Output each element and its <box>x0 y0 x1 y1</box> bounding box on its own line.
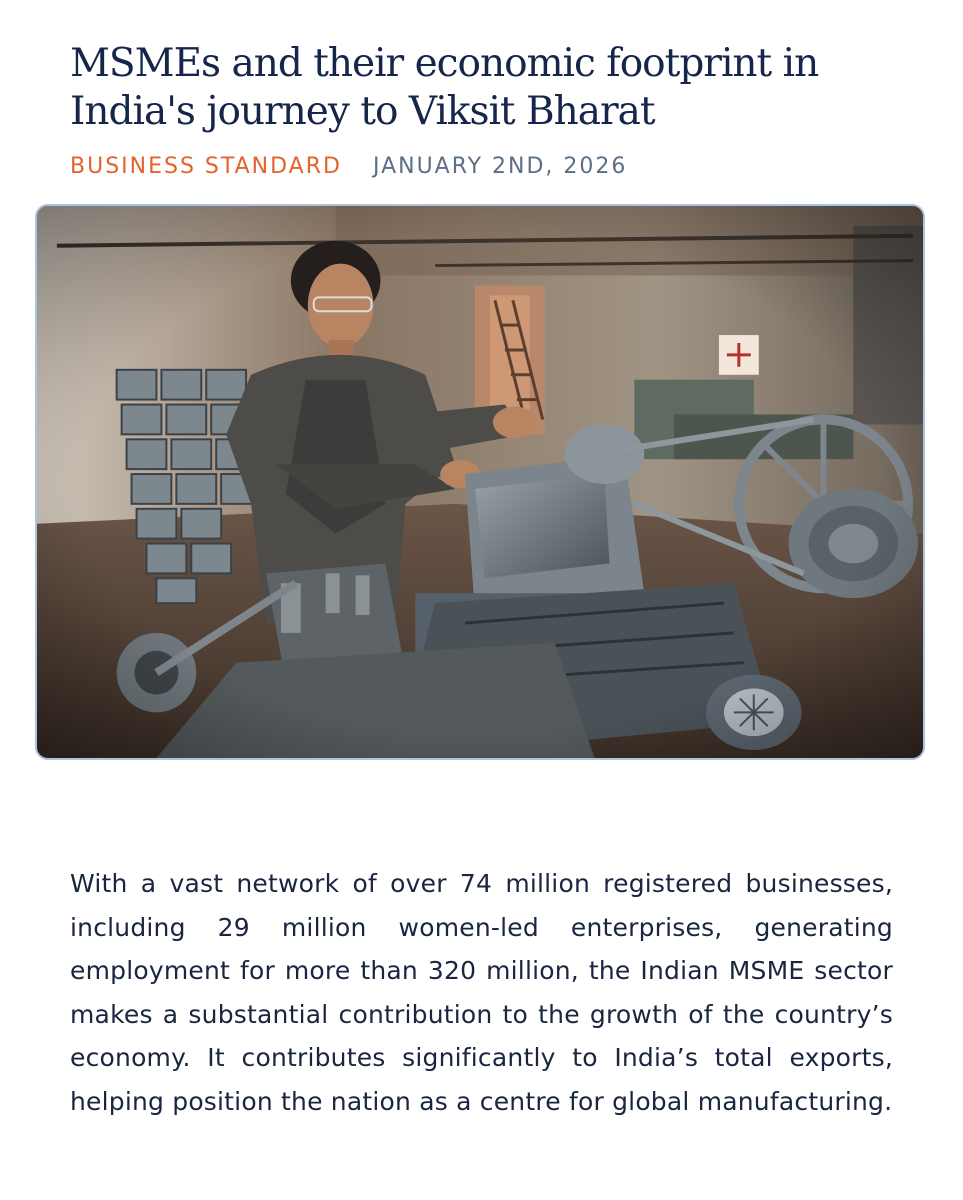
article-photo <box>35 204 925 760</box>
source-label[interactable]: BUSINESS STANDARD <box>70 154 342 179</box>
workshop-illustration <box>37 206 923 758</box>
article-headline: MSMEs and their economic footprint in India's journey to Viksit Bharat <box>70 41 819 134</box>
article-body: With a vast network of over 74 million registered businesses, including 29 million women-led enterprises, generating employment for more than 320 million, the Indian MSME sector makes a substantial contribution to the growth of the country’s economy. It contributes significantly to India’s total exports, helping position the nation as a centre for global manufacturing. <box>70 869 893 1116</box>
article-meta <box>70 153 627 181</box>
publish-date: JANUARY 2ND, 2026 <box>372 154 628 179</box>
